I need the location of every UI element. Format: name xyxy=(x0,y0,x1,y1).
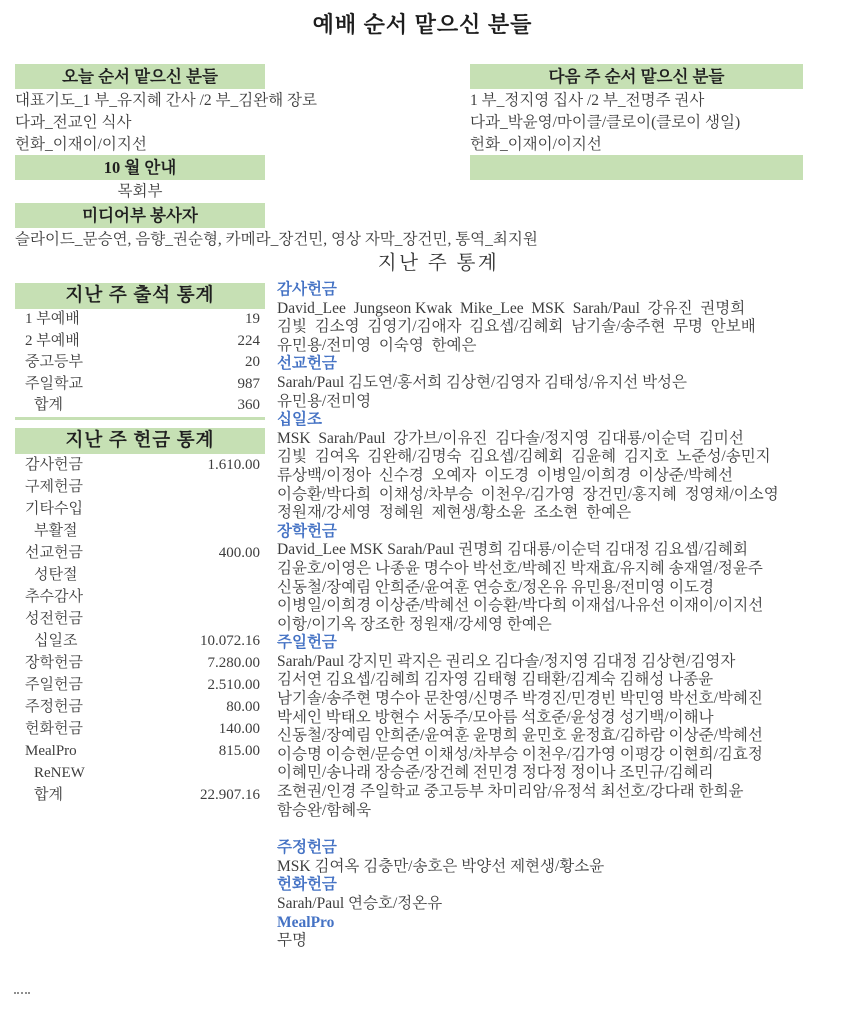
report-section-line: Sarah/Paul 김도연/홍서희 김상현/김영자 김태성/유지선 박성은 xyxy=(277,373,688,391)
offering-row-label: 주정헌금 xyxy=(25,699,83,715)
attendance-row-label: 1 부예배 xyxy=(25,311,80,327)
offering-row xyxy=(15,696,265,718)
attendance-row xyxy=(15,374,265,396)
offering-row xyxy=(15,674,265,696)
offering-row-value: 400.00 xyxy=(218,545,260,561)
offering-row-value: 22.907.16 xyxy=(200,787,260,803)
attendance-row xyxy=(15,331,265,353)
report-section-line: 김빛 김소영 김영기/김애자 김요셉/김혜회 남기솔/송주현 무명 안보배 xyxy=(277,318,756,336)
offering-row-value: 80.00 xyxy=(226,699,260,715)
offering-report-sections xyxy=(277,281,808,951)
stats-title: 지난 주 통계 xyxy=(377,253,500,274)
report-section-title: 감사헌금 xyxy=(277,281,337,298)
report-section-line: 이병일/이희경 이상준/박혜선 이승환/박다희 이재섭/나유선 이재이/이지선 xyxy=(277,597,764,615)
report-section xyxy=(277,411,808,523)
report-section-line: 이승명 이승현/문승연 이채성/차부승 이천우/김가영 이평강 이현희/김효정 xyxy=(277,745,763,763)
offering-row-value xyxy=(260,564,265,586)
attendance-row-value: 224 xyxy=(237,332,260,349)
offering-row-label: ReNEW xyxy=(34,765,85,781)
attendance-row-label: 2 부예배 xyxy=(25,332,80,349)
offering-row-label: 장학헌금 xyxy=(25,655,83,671)
page-title: 예배 순서 맡으신 분들 xyxy=(312,12,533,37)
offering-row xyxy=(15,476,265,498)
offering-row-label: 부활절 xyxy=(34,523,78,539)
report-section-line: 함승완/함혜욱 xyxy=(277,801,372,819)
report-section-title: 선교헌금 xyxy=(277,355,337,373)
report-section-line: 이승환/박다희 이채성/차부승 이천우/김가영 장건민/홍지혜 정영채/이소영 xyxy=(277,485,779,503)
offering-row-value: 815.00 xyxy=(218,743,260,759)
duty-line: 헌화_이재이/이지선 xyxy=(15,136,147,153)
offering-row-label: 성탄절 xyxy=(34,567,78,583)
report-section-line: Sarah/Paul 강지민 곽지은 권리오 김다솔/정지영 김대정 김상현/김영자 xyxy=(277,652,736,670)
report-section xyxy=(277,876,808,913)
duty-line: 헌화_이재이/이지선 xyxy=(470,136,602,153)
attendance-row xyxy=(15,309,265,331)
report-section-line: 이항/이기옥 장조한 정원재/강세영 한예은 xyxy=(277,615,552,633)
offering-row-label: 감사헌금 xyxy=(25,457,83,473)
attendance-row-label: 주일학교 xyxy=(25,375,83,392)
report-section-line: 박세인 박태오 방현수 서동주/모아름 석호준/윤성경 성기백/이해나 xyxy=(277,708,714,726)
offering-table-header: 지난 주 헌금 통계 xyxy=(15,428,265,454)
report-section-line: 정원재/강세영 정혜원 제현생/황소윤 조소현 한예은 xyxy=(277,504,632,522)
offering-row-value: 7.280.00 xyxy=(207,655,260,671)
offering-row xyxy=(15,498,265,520)
attendance-row-value: 987 xyxy=(237,375,260,392)
report-section-line: Sarah/Paul 연승호/정온유 xyxy=(277,895,443,912)
offering-row-value xyxy=(260,476,265,498)
offering-row-value: 1.610.00 xyxy=(207,457,260,473)
report-section-line: 무명 xyxy=(277,932,307,950)
report-section-line: 유민용/전미영 xyxy=(277,392,372,410)
offering-row-value: 140.00 xyxy=(218,721,260,737)
report-section-title: 주정헌금 xyxy=(277,839,337,857)
attendance-row-label: 합계 xyxy=(34,397,63,413)
offering-row xyxy=(15,586,265,608)
offering-row xyxy=(15,652,265,674)
report-section-line: 신동철/장예림 안희준/윤여훈 연승호/정온유 유민용/전미영 이도경 xyxy=(277,578,714,596)
next-week-duty-list xyxy=(470,90,830,156)
offering-row-label: 선교헌금 xyxy=(25,545,83,561)
offering-row-label: 주일헌금 xyxy=(25,677,83,693)
offering-row xyxy=(15,762,265,784)
report-section-line: 남기솔/송주현 명수아 문찬영/신명주 박경진/민경빈 박민영 박선호/박혜진 xyxy=(277,690,763,708)
attendance-row-label: 중고등부 xyxy=(25,354,83,370)
offering-row-label: 헌화헌금 xyxy=(25,721,83,737)
report-section-title: 장학헌금 xyxy=(277,522,337,540)
report-section xyxy=(277,523,808,635)
today-duty-header: 오늘 순서 맡으신 분들 xyxy=(15,64,265,89)
duty-line: 1 부_정지영 집사 /2 부_전명주 권사 xyxy=(470,92,705,109)
october-notice-header: 10 월 안내 xyxy=(15,155,265,180)
october-notice-body: 목회부 xyxy=(117,183,163,200)
report-section xyxy=(277,281,808,355)
offering-row-label: 십일조 xyxy=(34,633,78,649)
today-duty-list xyxy=(15,90,455,156)
offering-row xyxy=(15,542,265,564)
table-divider-line xyxy=(15,417,265,420)
report-section-line: 김빛 김여옥 김완해/김명숙 김요셉/김혜회 김윤혜 김지호 노준성/송민지 xyxy=(277,448,771,466)
attendance-table-header: 지난 주 출석 통계 xyxy=(15,283,265,309)
offering-row-value xyxy=(260,586,265,608)
empty-green-bar xyxy=(470,155,803,180)
report-section xyxy=(277,355,808,411)
page-footer-mark xyxy=(14,992,30,997)
offering-row xyxy=(15,630,265,652)
attendance-row xyxy=(15,352,265,374)
offering-row-value xyxy=(260,520,265,542)
offering-row-label: 기타수입 xyxy=(25,501,83,517)
attendance-row-value: 360 xyxy=(237,397,260,413)
report-section-line: 유민용/전미영 이숙영 한예은 xyxy=(277,336,477,354)
duty-line: 대표기도_1 부_유지혜 간사 /2 부_김완해 장로 xyxy=(15,92,318,109)
next-week-duty-header: 다음 주 순서 맡으신 분들 xyxy=(470,64,803,89)
report-section-line: 김서연 김요셉/김혜희 김자영 김태형 김태환/김계숙 김해성 나종윤 xyxy=(277,671,714,689)
offering-row-label: 구제헌금 xyxy=(25,479,83,495)
attendance-row-value: 20 xyxy=(245,354,260,370)
report-section-line: 조현권/인경 주일학교 중고등부 차미리암/유정석 최선호/강다래 한희윤 xyxy=(277,783,744,801)
attendance-row-value: 19 xyxy=(245,311,260,327)
media-team-header: 미디어부 봉사자 xyxy=(15,203,265,228)
duty-line: 다과_전교인 식사 xyxy=(15,114,132,131)
media-team-list: 슬라이드_문승연, 음향_권순형, 카메라_장건민, 영상 자막_장건민, 통역_최지원 xyxy=(15,231,538,248)
report-section-line: David_Lee Jungseon Kwak Mike_Lee MSK Sarah/Paul 강유진 권명희 xyxy=(277,299,746,317)
report-section-line: MSK 김여옥 김충만/송호은 박양선 제현생/황소윤 xyxy=(277,857,605,875)
offering-row-label: 성전헌금 xyxy=(25,611,83,627)
report-section-line: MSK Sarah/Paul 강가브/이유진 김다솔/정지영 김대룡/이순덕 김미선 xyxy=(277,429,744,447)
report-section-line: David_Lee MSK Sarah/Paul 권명희 김대룡/이순덕 김대정 김요셉/김혜회 xyxy=(277,541,748,559)
offering-row-value xyxy=(260,608,265,630)
report-section-line: 김윤호/이영은 나종윤 명수아 박선호/박혜진 박재효/유지혜 송재열/정윤주 xyxy=(277,559,763,577)
report-section-line: 신동철/장예림 안희준/윤여훈 윤명희 윤민호 윤정효/김하람 이상준/박혜선 xyxy=(277,727,763,745)
offering-row-value: 2.510.00 xyxy=(207,677,260,693)
offering-row-value: 10.072.16 xyxy=(200,633,260,649)
duty-line: 다과_박윤영/마이클/클로이(클로이 생일) xyxy=(470,114,741,131)
attendance-table-rows xyxy=(15,309,265,417)
offering-row xyxy=(15,784,265,806)
report-section-title: 주일헌금 xyxy=(277,634,337,652)
offering-row xyxy=(15,608,265,630)
report-section-title: 헌화헌금 xyxy=(277,876,337,894)
offering-table-rows xyxy=(15,454,265,806)
offering-row xyxy=(15,564,265,586)
report-section xyxy=(277,914,808,951)
report-section-line: 이혜민/송나래 장승준/장건혜 전민경 정다정 정이나 조민규/김혜리 xyxy=(277,764,714,782)
attendance-row xyxy=(15,395,265,417)
offering-row-label: 추수감사 xyxy=(25,589,83,605)
offering-row-label: MealPro xyxy=(25,743,77,759)
offering-row-value xyxy=(260,762,265,784)
report-section xyxy=(277,634,808,820)
report-section xyxy=(277,839,808,876)
offering-row-label: 합계 xyxy=(34,787,63,803)
report-section-title: MealPro xyxy=(277,913,335,931)
offering-row-value xyxy=(260,498,265,520)
report-section-title: 십일조 xyxy=(277,411,322,429)
offering-row xyxy=(15,718,265,740)
offering-row xyxy=(15,740,265,762)
offering-row xyxy=(15,520,265,542)
offering-row xyxy=(15,454,265,476)
report-section-line: 류상백/이정아 신수경 오예자 이도경 이병일/이희경 이상준/박혜선 xyxy=(277,466,733,484)
